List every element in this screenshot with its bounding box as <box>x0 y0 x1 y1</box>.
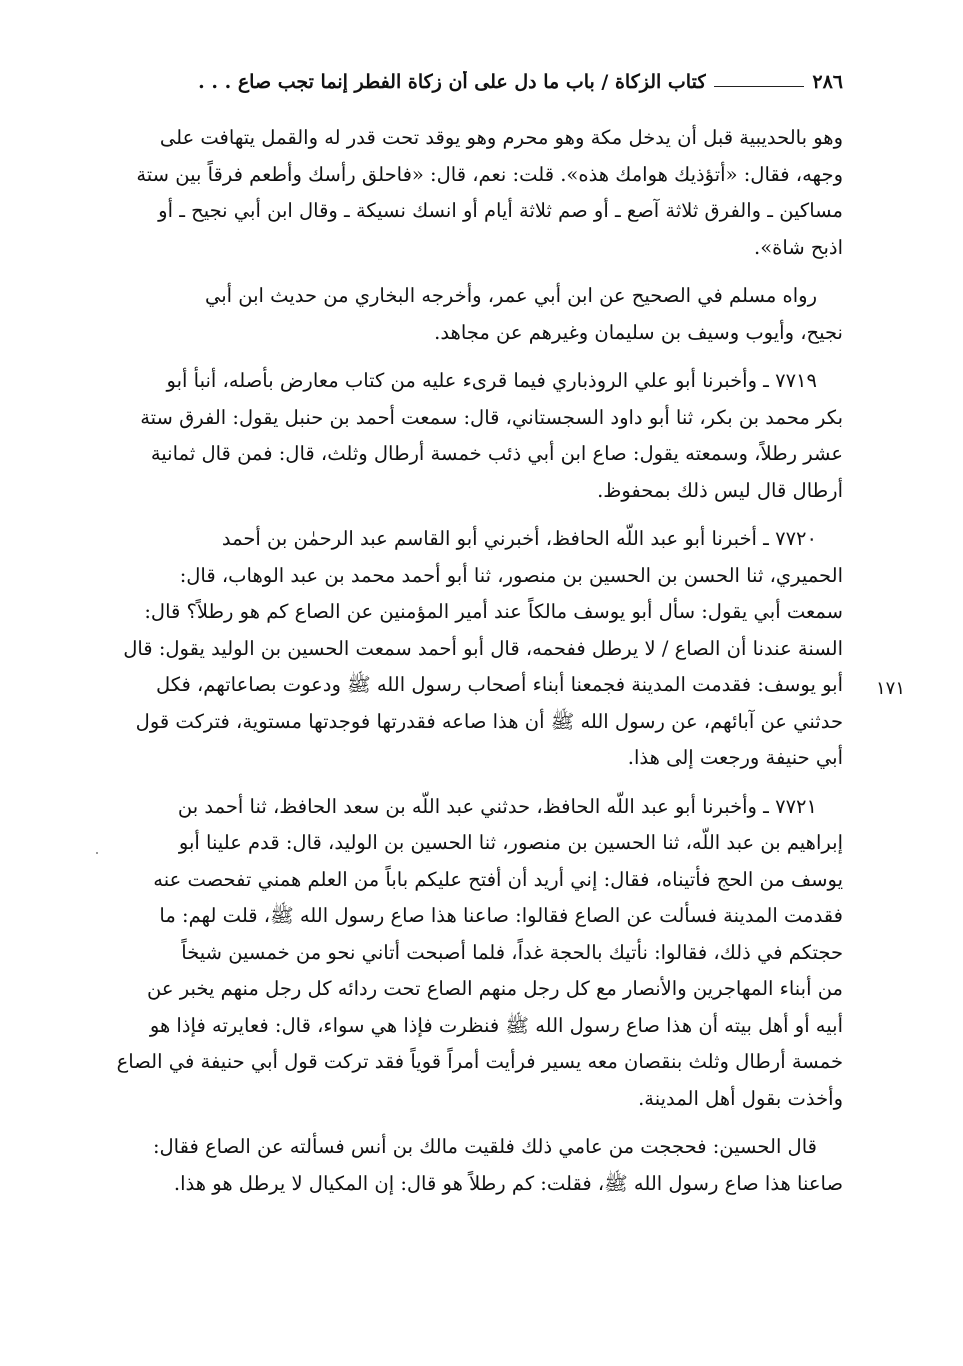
text-line: بكر محمد بن بكر، ثنا أبو داود السجستاني، قال: سمعت أحمد بن حنبل يقول: الفرق ستة <box>140 405 843 429</box>
text-line: حجتكم في ذلك، فقالوا: نأتيك بالحجة غداً، فلما أصبحت أتاني نحو من خمسين شيخاً <box>181 940 843 964</box>
text-line: إبراهيم بن عبد اللّه، ثنا الحسين بن منصور، ثنا الحسين بن الوليد، قال: قدم علينا أبو <box>178 831 843 854</box>
header-rule <box>714 86 804 87</box>
scan-speck <box>96 852 98 854</box>
text-line: مساكين ـ والفرق ثلاثة آصع ـ أو صم ثلاثة أيام أو انسك نسيكة ـ وقال ابن أبي نجيح ـ أو <box>158 199 843 222</box>
text-line: السنة عندنا أن الصاع / لا يرطل ففحمه، قال أبو أحمد سمعت الحسين بن الوليد يقول: قال <box>123 636 843 660</box>
text-line: سمعت أبي يقول: سأل أبو يوسف مالكاً عند أمير المؤمنين عن الصاع كم هو رطلاً؟ قال: <box>144 600 843 623</box>
hadith-7719 <box>93 363 843 509</box>
page-number: ٢٨٦ <box>812 71 843 93</box>
text-line: اذبح شاة». <box>754 235 843 259</box>
margin-page-reference: ١٧١ <box>875 678 905 699</box>
text-line: عشر رطلاً، وسمعته يقول: صاع ابن أبي ذئب خمسة أرطال وثلث، قال: فمن قال ثمانية <box>150 442 843 465</box>
page-header <box>150 62 843 102</box>
paragraph <box>93 278 843 351</box>
paragraph <box>93 1129 843 1202</box>
text-line: الحميري، ثنا الحسن بن الحسين بن منصور، ثنا أبو أحمد محمد بن عبد الوهاب، قال: <box>179 563 843 587</box>
text-line: أبيه أو أهل بيته أن هذا صاع رسول الله ﷺ فنظرت فإذا هي سواء، قال: فعايرته فإذا هو <box>149 1013 843 1037</box>
hadith-7720 <box>93 521 843 777</box>
text-line: ٧٧١٩ ـ وأخبرنا أبو علي الروذباري فيما قرىء عليه من كتاب معارض بأصله، أنبأ أبو <box>166 369 817 392</box>
text-line: حدثني عن آبائهم، عن رسول الله ﷺ أن هذا صاعه فقدرتها فوجدتها مستوية، فتركت قول <box>135 709 843 733</box>
text-line: يوسف من الحج فأتيناه، فقال: إني أريد أن أفتح عليكم باباً من العلم همني تفحصت عنه <box>153 867 843 891</box>
text-line: فقدمت المدينة فسألت عن الصاع فقالوا: صاعنا هذا صاع رسول الله ﷺ، قلت لهم: ما <box>159 904 843 927</box>
main-text <box>93 120 843 1214</box>
text-line: وأخذت بقول أهل المدينة. <box>638 1086 843 1110</box>
text-line: ٧٧٢٠ ـ أخبرنا أبو عبد اللّه الحافظ، أخبرني أبو القاسم عبد الرحمٰن بن أحمد <box>221 527 817 550</box>
text-line: من أبناء المهاجرين والأنصار مع كل رجل منهم الصاع تحت ردائه كل رجل منهم يخبر عن <box>147 977 843 1000</box>
hadith-7721 <box>93 789 843 1118</box>
text-line: رواه مسلم في الصحيح عن ابن أبي عمر، وأخرجه البخاري من حديث ابن أبي <box>204 284 817 307</box>
text-line: نجيح، وأيوب وسيف بن سليمان وغيرهم عن مجاهد. <box>434 320 843 344</box>
text-line: وجهه، فقال: «أتؤذيك هوامك هذه». قلت: نعم، قال: «فاحلق رأسك وأطعم فرقاً بين ستة <box>136 162 843 186</box>
paragraph <box>93 120 843 266</box>
text-line: خمسة أرطال وثلث بنقصان معه يسير فرأيت أمراً قوياً فقد تركت قول أبي حنيفة في الصاع <box>116 1050 843 1073</box>
text-line: ٧٧٢١ ـ وأخبرنا أبو عبد اللّه الحافظ، حدثني عبد اللّه بن سعد الحافظ، ثنا أحمد بن <box>177 794 817 818</box>
text-line: أبي حنيفة ورجعت إلى هذا. <box>627 746 843 769</box>
text-line: أرطال قال ليس ذلك بمحفوظ. <box>597 478 843 502</box>
text-line: أبو يوسف: فقدمت المدينة فجمعنا أبناء أصحاب رسول الله ﷺ ودعوت بصاعاتهم، فكل <box>155 673 843 696</box>
text-line: وهو بالحديبية قبل أن يدخل مكة وهو محرم وهو يوقد تحت قدر له والقمل يتهافت على <box>159 126 843 149</box>
running-title: كتاب الزكاة / باب ما دل على أن زكاة الفطر إنما تجب صاع . . . <box>198 71 707 93</box>
text-line: قال الحسين: فحججت من عامي ذلك فلقيت مالك بن أنس فسألته عن الصاع فقال: <box>152 1135 817 1158</box>
text-line: صاعنا هذا صاع رسول الله ﷺ، فقلت: كم رطلاً هو قال: إن المكيال لا يرطل هو هذا. <box>173 1171 843 1195</box>
